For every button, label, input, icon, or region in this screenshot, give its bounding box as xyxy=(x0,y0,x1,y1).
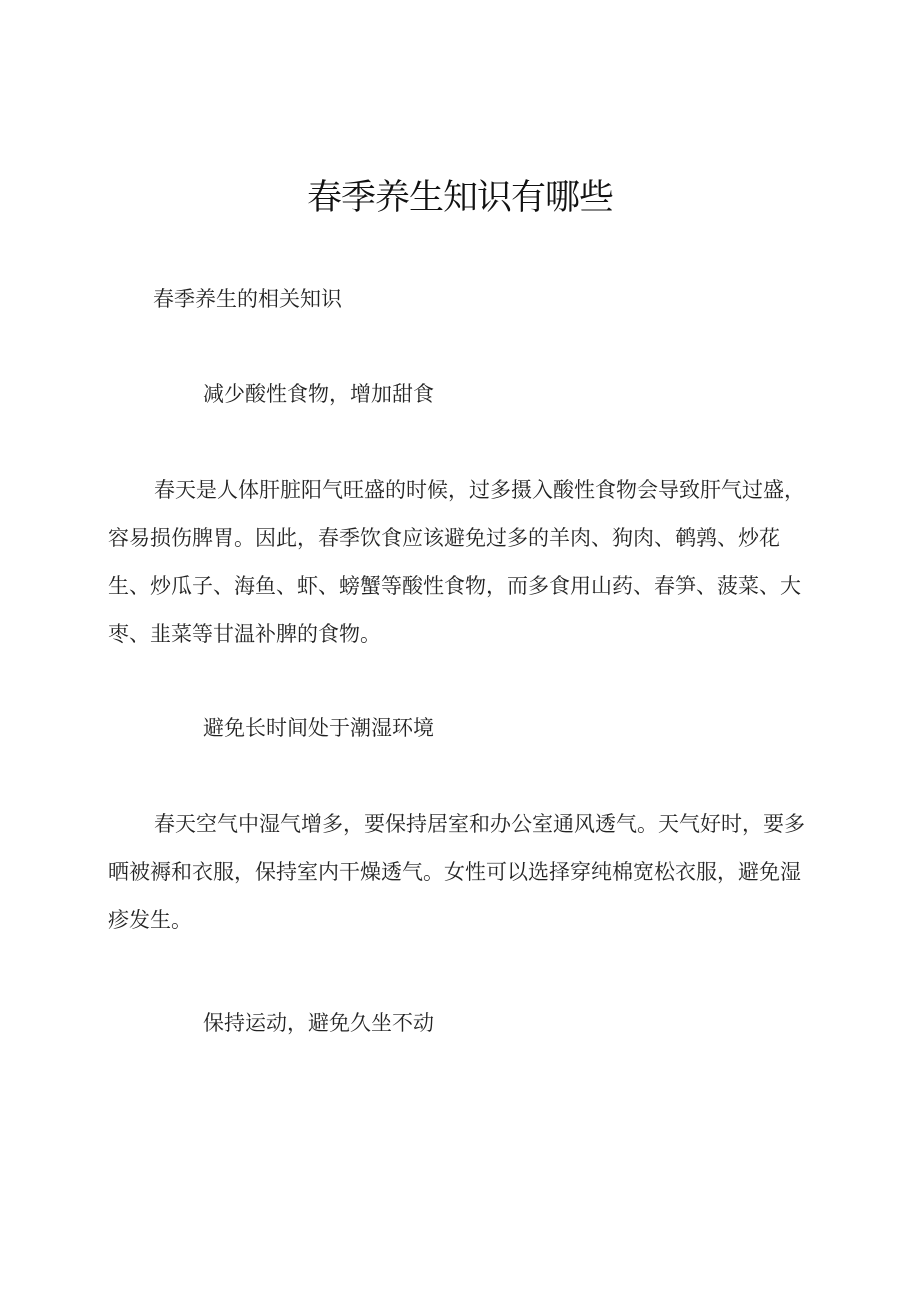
section-heading-reduce-acidic-food: 减少酸性食物，增加甜食 xyxy=(203,382,434,406)
section-body-reduce-acidic-food: 春天是人体肝脏阳气旺盛的时候，过多摄入酸性食物会导致肝气过盛，容易损伤脾胃。因此，春季饮食应该避免过多的羊肉、狗肉、鹌鹑、炒花生、炒瓜子、海鱼、虾、螃蟹等酸性食物，而多食用山药、春笋、菠菜、大枣、韭菜等甘温补脾的食物。 xyxy=(108,478,805,646)
document-subtitle: 春季养生的相关知识 xyxy=(153,287,342,311)
section-heading-keep-exercising: 保持运动，避免久坐不动 xyxy=(203,1011,434,1035)
section-heading-avoid-humidity: 避免长时间处于潮湿环境 xyxy=(203,716,434,740)
document-title: 春季养生知识有哪些 xyxy=(306,178,613,218)
section-body-avoid-humidity: 春天空气中湿气增多，要保持居室和办公室通风透气。天气好时，要多晒被褥和衣服，保持室内干燥透气。女性可以选择穿纯棉宽松衣服，避免湿疹发生。 xyxy=(108,812,805,932)
